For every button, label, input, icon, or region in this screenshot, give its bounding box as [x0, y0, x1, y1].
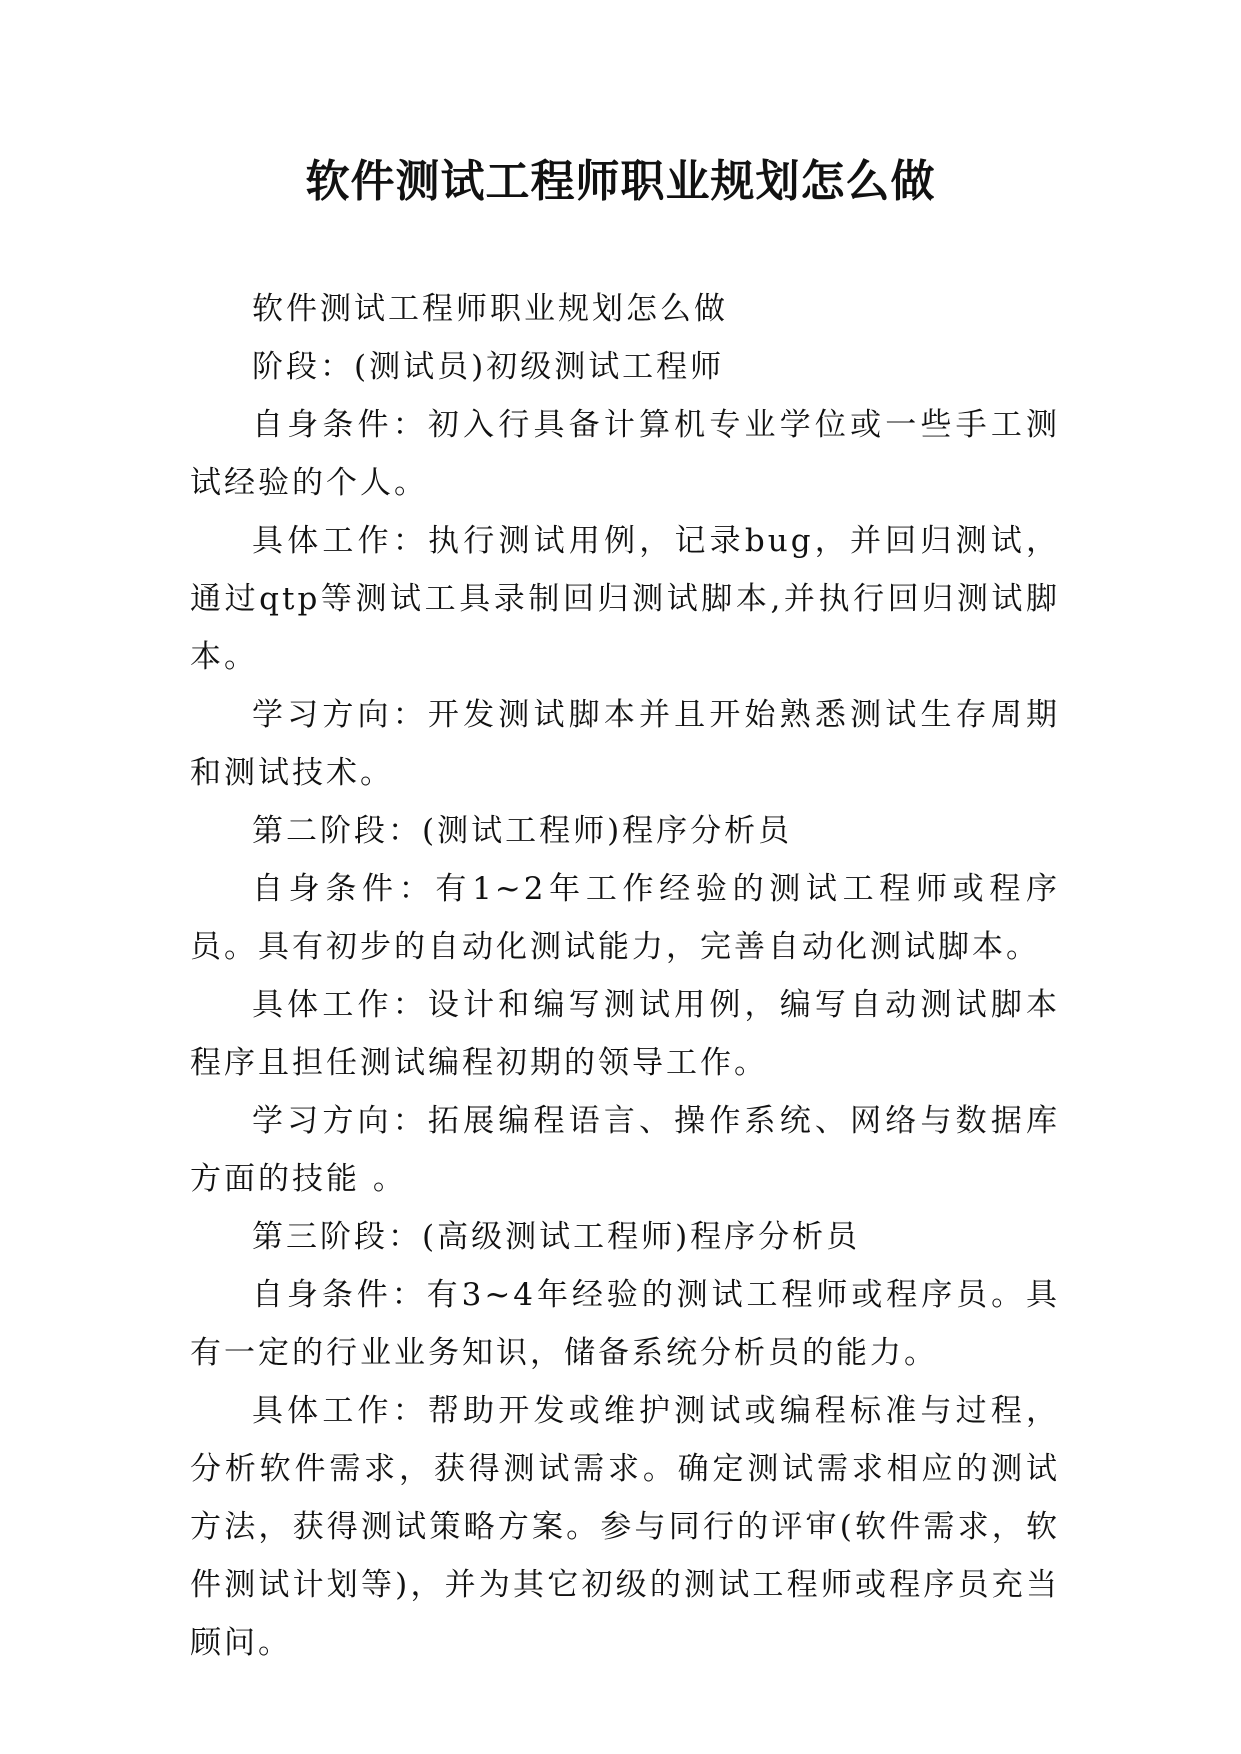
paragraph-stage-1-heading: 阶段：(测试员)初级测试工程师: [252, 349, 725, 385]
paragraph-stage-1-learning: 学习方向：开发测试脚本并且开始熟悉测试生存周期和测试技术。: [190, 697, 1060, 791]
paragraph-stage-1-work: 具体工作：执行测试用例，记录bug，并回归测试，通过qtp等测试工具录制回归测试脚本,并执行回归测试脚本。: [190, 523, 1060, 675]
document-body: [190, 280, 1060, 1672]
paragraph-stage-3-heading: 第三阶段：(高级测试工程师)程序分析员: [252, 1219, 861, 1255]
paragraph-stage-3-conditions: 自身条件：有3~4年经验的测试工程师或程序员。具有一定的行业业务知识，储备系统分析员的能力。: [190, 1277, 1060, 1371]
paragraph-stage-3-work: 具体工作：帮助开发或维护测试或编程标准与过程，分析软件需求，获得测试需求。确定测试需求相应的测试方法，获得测试策略方案。参与同行的评审(软件需求，软件测试计划等)，并为其它初级的测试工程师或程序员充当顾问。: [190, 1393, 1060, 1661]
paragraph-subtitle: 软件测试工程师职业规划怎么做: [252, 291, 728, 327]
document-title: 软件测试工程师职业规划怎么做: [305, 156, 936, 207]
paragraph-stage-2-heading: 第二阶段：(测试工程师)程序分析员: [252, 813, 793, 849]
paragraph-stage-2-work: 具体工作：设计和编写测试用例，编写自动测试脚本程序且担任测试编程初期的领导工作。: [190, 987, 1060, 1081]
paragraph-stage-1-conditions: 自身条件：初入行具备计算机专业学位或一些手工测试经验的个人。: [190, 407, 1060, 501]
paragraph-stage-2-conditions: 自身条件：有1~2年工作经验的测试工程师或程序员。具有初步的自动化测试能力，完善自动化测试脚本。: [190, 871, 1060, 965]
paragraph-stage-2-learning: 学习方向：拓展编程语言、操作系统、网络与数据库方面的技能 。: [190, 1103, 1060, 1197]
